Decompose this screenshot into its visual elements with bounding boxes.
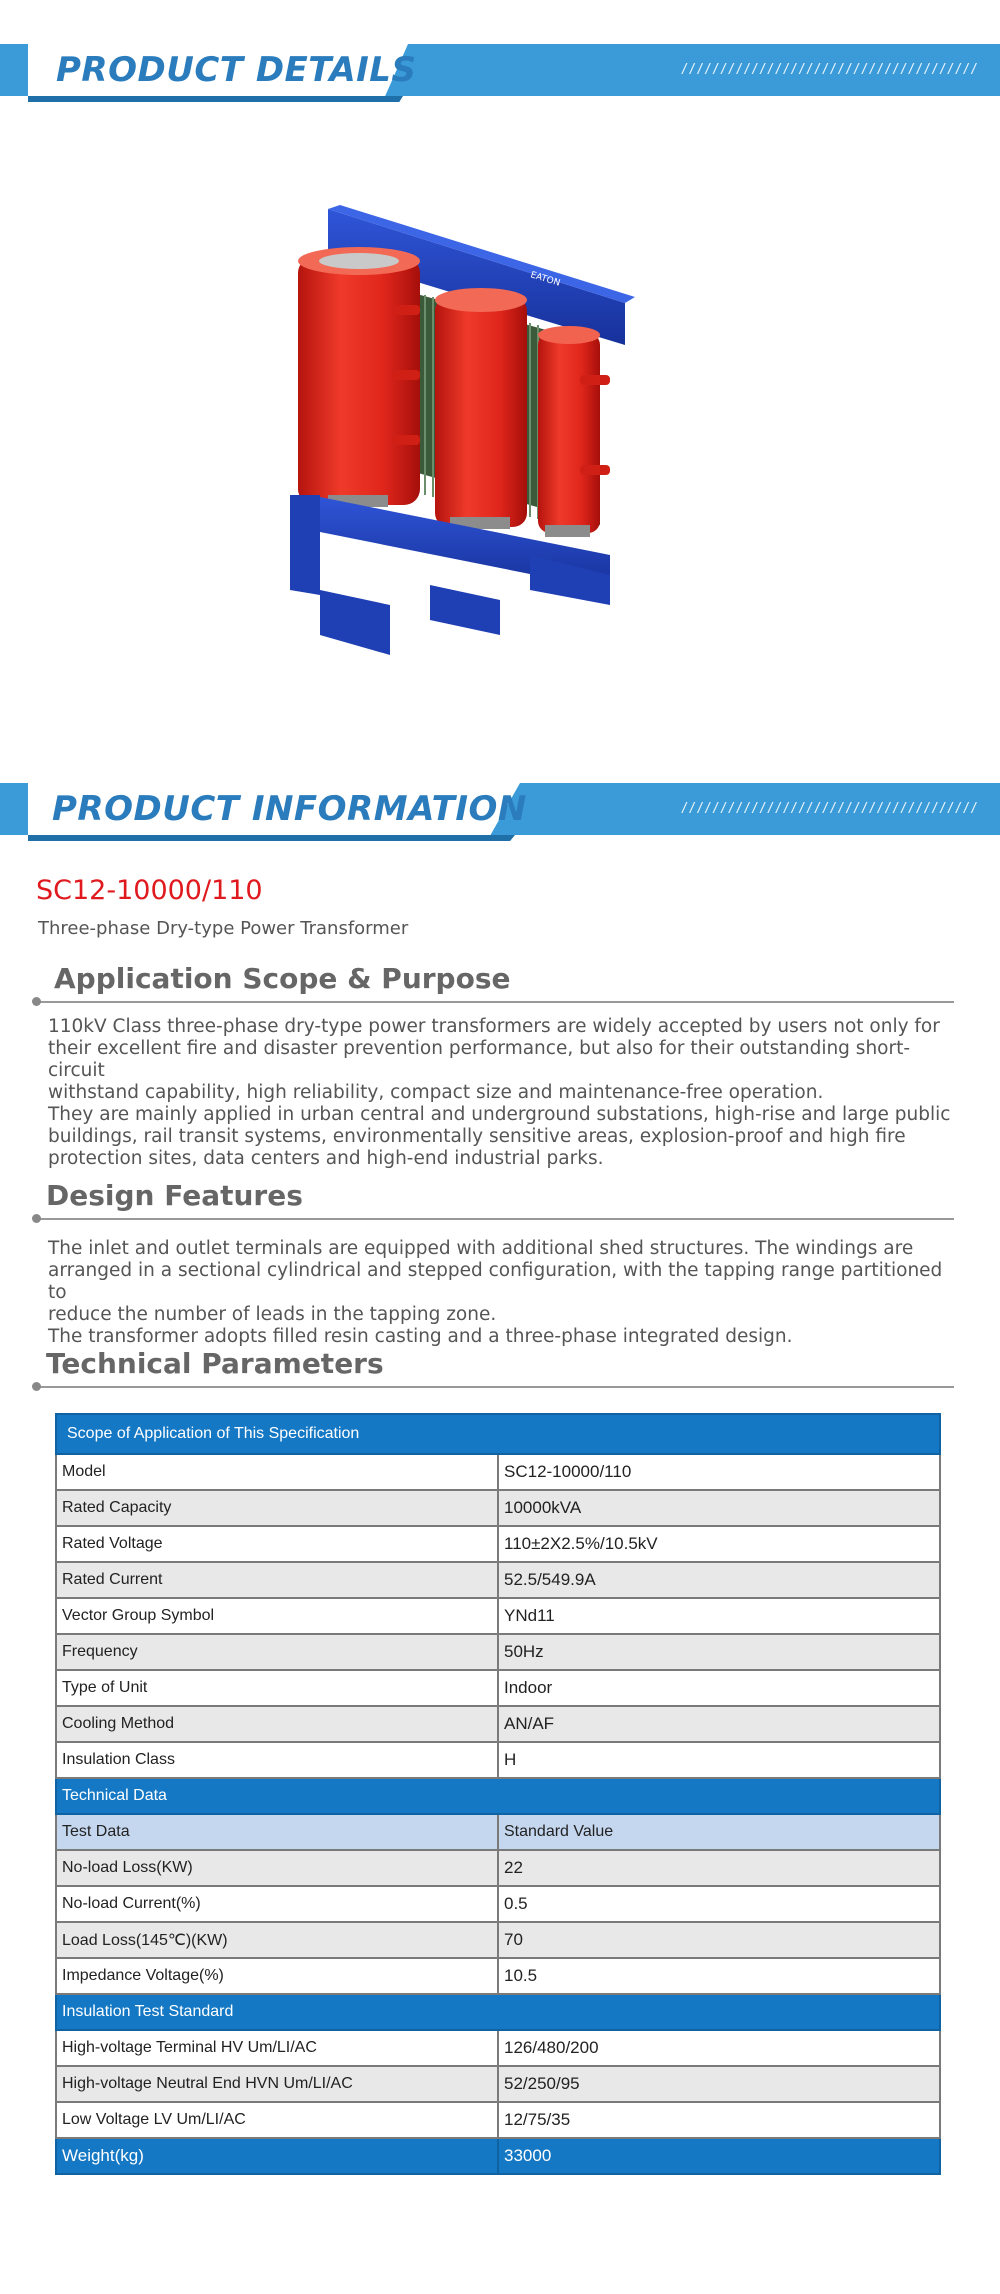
section-divider [36,1218,954,1220]
param-label: Cooling Method [56,1706,498,1742]
param-value: 10000kVA [498,1490,940,1526]
param-value: 33000 [498,2138,940,2174]
banner-decoration: ////////////////////////////////////// [680,62,978,77]
param-label: Impedance Voltage(%) [56,1958,498,1994]
param-value: 110±2X2.5%/10.5kV [498,1526,940,1562]
section-divider [36,1001,954,1003]
param-label: High-voltage Neutral End HVN Um/LI/AC [56,2066,498,2102]
param-value: 52.5/549.9A [498,1562,940,1598]
technical-heading: Technical Parameters [46,1347,384,1380]
paragraph-line: The transformer adopts filled resin casting and a three-phase integrated design. [48,1326,793,1347]
param-value: AN/AF [498,1706,940,1742]
table-row-weight [56,2138,940,2174]
table-row [56,1670,940,1706]
paragraph-line: 110kV Class three-phase dry-type power transformers are widely accepted by users not only for [48,1016,940,1037]
table-row [56,1886,940,1922]
table-section-header [56,1994,940,2030]
table-section-header [56,1414,940,1454]
table-row [56,1634,940,1670]
param-label: Frequency [56,1634,498,1670]
technical-parameters-table [55,1413,941,2175]
param-value: 70 [498,1922,940,1958]
product-details-title: PRODUCT DETAILS [56,50,417,90]
application-heading: Application Scope & Purpose [54,962,511,995]
table-row [56,1490,940,1526]
param-label: Type of Unit [56,1670,498,1706]
param-value: 12/75/35 [498,2102,940,2138]
model-subtitle: Three-phase Dry-type Power Transformer [38,918,409,939]
paragraph-line: protection sites, data centers and high-end industrial parks. [48,1148,604,1169]
paragraph-line: buildings, rail transit systems, environmentally sensitive areas, explosion-proof and high fire [48,1126,906,1147]
table-row [56,2030,940,2066]
param-label: Low Voltage LV Um/LI/AC [56,2102,498,2138]
section-divider [36,1386,954,1388]
param-label: Rated Current [56,1562,498,1598]
section-bullet [32,1214,41,1223]
section-bullet [32,997,41,1006]
paragraph-line: They are mainly applied in urban central and underground substations, high-rise and large public [48,1104,951,1125]
param-value: 52/250/95 [498,2066,940,2102]
param-value: SC12-10000/110 [498,1454,940,1490]
table-row [56,1850,940,1886]
table-subheader-row [56,1814,940,1850]
table-section-header [56,1778,940,1814]
param-value: 22 [498,1850,940,1886]
paragraph-line: arranged in a sectional cylindrical and stepped configuration, with the tapping range partitioned to [48,1260,943,1303]
paragraph-line: withstand capability, high reliability, compact size and maintenance-free operation. [48,1082,824,1103]
product-details-banner [0,44,1000,96]
table-row [56,1742,940,1778]
table-row [56,1598,940,1634]
param-label: Rated Capacity [56,1490,498,1526]
column-header-test-data: Test Data [56,1814,498,1850]
section-bullet [32,1382,41,1391]
param-value: YNd11 [498,1598,940,1634]
paragraph-line: their excellent fire and disaster prevention performance, but also for their outstanding short-circuit [48,1038,911,1081]
table-header-cell: Scope of Application of This Specification [56,1414,940,1454]
param-label: High-voltage Terminal HV Um/LI/AC [56,2030,498,2066]
param-label: Model [56,1454,498,1490]
paragraph-line: reduce the number of leads in the tapping zone. [48,1304,497,1325]
table-row [56,1454,940,1490]
table-row [56,1526,940,1562]
design-text [48,1238,958,1348]
application-text [48,1016,958,1170]
table-header-cell: Technical Data [56,1778,940,1814]
param-label: Weight(kg) [56,2138,498,2174]
table-row [56,2102,940,2138]
table-row [56,1562,940,1598]
banner-underline [28,96,403,102]
table-row [56,1958,940,1994]
model-title: SC12-10000/110 [36,875,263,906]
transformer-logo: EATON [529,270,562,289]
param-label: Rated Voltage [56,1526,498,1562]
param-label: Load Loss(145℃)(KW) [56,1922,498,1958]
param-value: Indoor [498,1670,940,1706]
table-row [56,1706,940,1742]
product-information-title: PRODUCT INFORMATION [52,789,527,829]
param-value: 10.5 [498,1958,940,1994]
column-header-standard-value: Standard Value [498,1814,940,1850]
banner-underline [28,835,515,841]
param-value: 50Hz [498,1634,940,1670]
param-value: 126/480/200 [498,2030,940,2066]
paragraph-line: The inlet and outlet terminals are equipped with additional shed structures. The windings are [48,1238,914,1259]
product-information-banner [0,783,1000,835]
param-value: 0.5 [498,1886,940,1922]
table-row [56,2066,940,2102]
transformer-image [280,195,710,685]
table-header-cell: Insulation Test Standard [56,1994,940,2030]
design-heading: Design Features [46,1179,303,1212]
param-label: Vector Group Symbol [56,1598,498,1634]
param-label: Insulation Class [56,1742,498,1778]
param-label: No-load Current(%) [56,1886,498,1922]
banner-decoration: ////////////////////////////////////// [680,801,978,816]
param-label: No-load Loss(KW) [56,1850,498,1886]
table-row [56,1922,940,1958]
param-value: H [498,1742,940,1778]
